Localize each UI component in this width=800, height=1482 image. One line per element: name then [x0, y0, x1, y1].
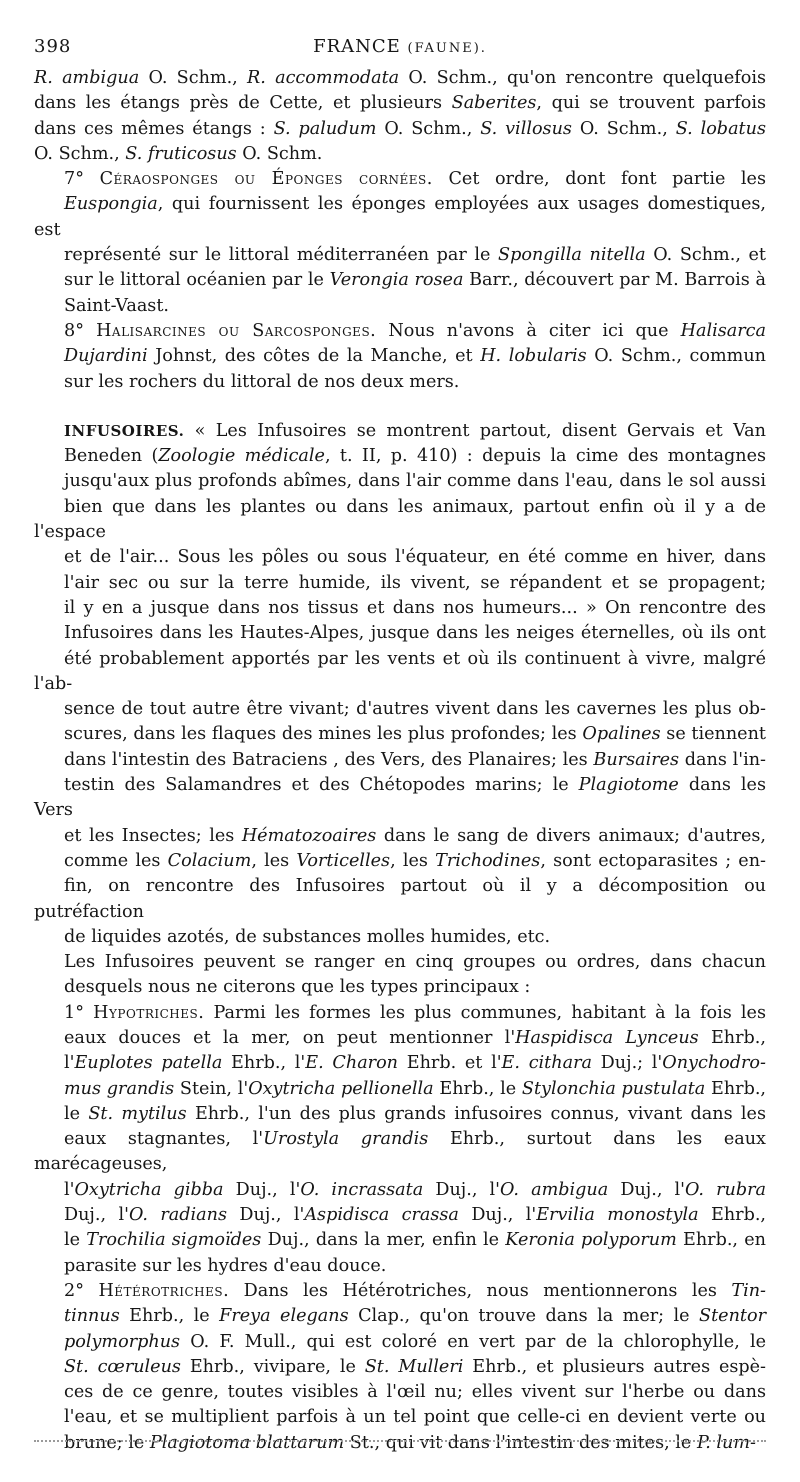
text-line [34, 344, 766, 369]
taxon-name: St. mytilus [88, 1103, 187, 1124]
text-run: St., qui vit dans l'intestin des mites, le [344, 1432, 697, 1453]
text-line [34, 1330, 766, 1355]
text-run: O. Schm. [236, 143, 323, 164]
paragraph-p3 [34, 319, 766, 395]
taxon-name: Dujardini [64, 346, 148, 367]
text-run: et de l'air... Sous les pôles ou sous l'équateur, en été comme en hiver, dans [64, 547, 766, 568]
text-line [34, 419, 766, 444]
text-run: O. Schm., et [645, 245, 766, 266]
taxon-name: Plagiotome [578, 775, 679, 796]
text-run: représenté sur le littoral méditerranéen par le [64, 245, 499, 266]
text-run: O. Schm., qu'on rencontre quelquefois [399, 68, 766, 88]
text-run: Cet ordre, dont font partie les [432, 169, 767, 190]
text-run: desquels nous ne citerons que les types principaux : [64, 977, 531, 998]
paragraph-p1 [34, 66, 766, 167]
text-run: Clap., qu'on trouve dans la mer; le [348, 1306, 700, 1327]
paragraph-p6 [34, 1001, 766, 1279]
taxon-name: Trochilia sigmoïdes [86, 1230, 262, 1251]
text-run: Infusoires dans les Hautes-Alpes, jusque dans les neiges éternelles, où ils ont [64, 623, 766, 644]
section-heading: INFUSOIRES. [64, 421, 185, 440]
text-run: se tiennent [660, 724, 766, 745]
taxon-name: O. radians [128, 1205, 227, 1226]
text-run: été probablement apportés par les vents et où ils continuent à vivre, malgré l'ab- [34, 648, 766, 694]
paragraph-p2 [34, 167, 766, 319]
text-run: ces de ce genre, toutes visibles à l'œil nu; elles vivent sur l'herbe ou dans [64, 1382, 766, 1403]
text-line [34, 167, 766, 192]
taxon-name: Vorticelles [296, 850, 391, 871]
text-run: , sont ectoparasites ; en- [540, 850, 766, 871]
text-line [34, 925, 766, 950]
text-run: Ehrb., [698, 1205, 767, 1226]
text-run: Ehrb. et l' [398, 1053, 502, 1074]
paragraph-p7 [34, 1279, 766, 1456]
text-line [34, 1077, 766, 1102]
text-run: Ehrb., le [433, 1078, 522, 1099]
page-number: 398 [34, 36, 72, 57]
taxon-name: P. lum- [696, 1432, 756, 1453]
taxon-name: Urostyla grandis [263, 1129, 429, 1150]
text-run: Ehrb., [705, 1078, 767, 1099]
text-run: Ehrb., l' [222, 1053, 306, 1074]
text-run: Ehrb., et plusieurs autres espè- [463, 1356, 767, 1377]
taxon-name: Hématozoaires [241, 825, 377, 846]
text-line [34, 192, 766, 243]
text-run: O. Schm., [571, 118, 676, 139]
text-run: eaux douces et la mer, on peut mentionner l' [64, 1027, 516, 1048]
text-line [34, 874, 766, 925]
text-run: O. F. Mull., qui est coloré en vert par de la chlorophylle, le [180, 1331, 766, 1352]
running-head-subtitle: (FAUNE). [407, 41, 487, 56]
text-line [34, 495, 766, 546]
taxon-name: Ervilia monostyla [536, 1205, 699, 1226]
taxon-name: Verongia rosea [329, 270, 464, 291]
taxon-name: Halisarca [680, 320, 766, 341]
text-run: Duj., l' [423, 1179, 500, 1200]
text-line [34, 294, 766, 319]
text-line [34, 370, 766, 395]
text-run: dans l'intestin des Batraciens , des Vers, des Planaires; les [64, 749, 594, 770]
text-line [34, 824, 766, 849]
text-line [34, 243, 766, 268]
text-run: et les Insectes; les [64, 825, 242, 846]
taxon-name: S. villosus [480, 118, 572, 139]
text-run: O. Schm., [139, 68, 248, 88]
text-run: Ehrb., le [119, 1306, 220, 1327]
text-run: O. Schm., commun [586, 346, 767, 367]
text-line [34, 1001, 766, 1026]
taxon-name: Spongilla nitella [498, 245, 646, 266]
text-line [34, 773, 766, 824]
taxon-name: Zoologie médicale [158, 446, 325, 467]
text-run: Duj., l' [64, 1205, 129, 1226]
text-run: jusqu'aux plus profonds abîmes, dans l'air comme dans l'eau, dans le sol aussi [64, 471, 766, 492]
taxon-name: O. ambigua [500, 1179, 609, 1200]
order-heading: Hypotriches. [93, 1002, 205, 1023]
paragraph-p5 [34, 950, 766, 1001]
paragraph-p4 [34, 419, 766, 950]
taxon-name: Euspongia [64, 194, 158, 215]
text-line [34, 647, 766, 698]
taxon-name: O. incrassata [300, 1179, 424, 1200]
text-line [34, 1127, 766, 1178]
text-run: Beneden ( [64, 446, 159, 467]
text-run: 1° [64, 1002, 94, 1023]
footer-divider [34, 1440, 766, 1442]
taxon-name: Haspidisca Lynceus [515, 1027, 699, 1048]
text-run: Ehrb., surtout dans les eaux marécageuses, [34, 1129, 766, 1175]
text-run: , les [390, 850, 436, 871]
text-run: sur le littoral océanien par le [64, 270, 330, 291]
text-run: , les [251, 850, 297, 871]
page-header [34, 30, 766, 66]
text-run: fin, on rencontre des Infusoires partout où il y a décomposition ou putréfaction [34, 876, 766, 922]
text-line [34, 571, 766, 596]
text-run: eaux stagnantes, l' [64, 1129, 264, 1150]
text-run: , qui se trouvent parfois [536, 93, 766, 114]
text-line [34, 117, 766, 142]
text-run: Ehrb., en [676, 1230, 767, 1251]
taxon-name: Oxytricha gibba [74, 1179, 224, 1200]
text-line [34, 1355, 766, 1380]
text-run: Les Infusoires peuvent se ranger en cinq groupes ou ordres, dans chacun [64, 952, 766, 973]
text-run: Ehrb., [698, 1027, 766, 1048]
text-line [34, 1254, 766, 1279]
taxon-name: Colacium [167, 850, 252, 871]
text-run: le [64, 1230, 87, 1251]
text-run: , t. II, p. 410) : depuis la cime des montagnes [324, 446, 767, 467]
text-run: 8° [64, 320, 97, 341]
taxon-name: Saberites [451, 93, 537, 114]
text-run: le [64, 1103, 89, 1124]
taxon-name: Plagiotoma blattarum [149, 1432, 345, 1453]
text-run: dans ces mêmes étangs : [34, 118, 274, 139]
text-run: l'eau, et se multiplient parfois à un tel point que celle-ci en devient verte ou [64, 1407, 766, 1428]
text-run: testin des Salamandres et des Chétopodes marins; le [64, 775, 579, 796]
text-run: sur les rochers du littoral de nos deux mers. [64, 371, 460, 392]
taxon-name: Bursaires [593, 749, 680, 770]
text-line [34, 142, 766, 167]
text-line [34, 975, 766, 1000]
text-line [34, 1228, 766, 1253]
text-run: Duj., l' [223, 1179, 301, 1200]
text-run: Parmi les formes les plus communes, habitant à la fois les [204, 1002, 766, 1023]
text-line [34, 66, 766, 91]
text-run: dans le sang de divers animaux; d'autres, [376, 825, 766, 846]
text-line [34, 1380, 766, 1405]
order-heading: Hétérotriches. [98, 1280, 230, 1301]
taxon-name: Stylonchia pustulata [521, 1078, 706, 1099]
text-run: dans les étangs près de Cette, et plusieurs [34, 93, 452, 114]
text-line [34, 722, 766, 747]
text-run: O. Schm., [376, 118, 481, 139]
text-run: Duj., l' [608, 1179, 686, 1200]
text-run: dans les Vers [34, 775, 766, 821]
taxon-name: Aspidisca crassa [304, 1205, 459, 1226]
running-head [34, 36, 766, 57]
text-line [34, 1051, 766, 1076]
text-line [34, 1026, 766, 1051]
text-line [34, 621, 766, 646]
taxon-name: S. lobatus [675, 118, 766, 139]
taxon-name: Tin- [731, 1280, 766, 1301]
text-line [34, 444, 766, 469]
text-run: comme les [64, 850, 168, 871]
taxon-name: Onychodro- [662, 1053, 766, 1074]
taxon-name: E. Charon [305, 1053, 399, 1074]
taxon-name: Stentor [699, 1306, 766, 1327]
taxon-name: Opalines [582, 724, 661, 745]
running-head-title: FRANCE [313, 36, 401, 57]
text-run: « Les Infusoires se montrent partout, disent Gervais et Van [184, 420, 766, 441]
order-heading: Céraosponges ou Éponges cornées. [99, 169, 433, 190]
taxon-name: Keronia polyporum [505, 1230, 677, 1251]
text-run: Duj., dans la mer, enfin le [261, 1230, 506, 1251]
text-line [34, 1405, 766, 1430]
text-run: l' [64, 1053, 75, 1074]
text-run: Duj.; l' [591, 1053, 663, 1074]
text-line [34, 1102, 766, 1127]
taxon-name: Trichodines [435, 850, 541, 871]
text-run: sence de tout autre être vivant; d'autres vivent dans les cavernes les plus ob- [64, 699, 766, 720]
taxon-name: St. Mulleri [364, 1356, 464, 1377]
text-run: Duj., l' [458, 1205, 537, 1226]
text-run: , qui fournissent les éponges employées aux usages domestiques, est [34, 194, 766, 240]
text-run: l' [64, 1179, 75, 1200]
text-run: Ehrb., l'un des plus grands infusoires connus, vivant dans les [186, 1103, 766, 1124]
text-line [34, 748, 766, 773]
taxon-name: mus grandis [64, 1078, 175, 1099]
body-text [34, 66, 766, 1456]
text-run: Stein, l' [174, 1078, 249, 1099]
text-run: l'air sec ou sur la terre humide, ils vivent, se répandent et se propagent; [64, 572, 766, 593]
text-run: il y en a jusque dans nos tissus et dans nos humeurs... » On rencontre des [64, 597, 766, 618]
text-run: Barr., découvert par M. Barrois à [463, 270, 766, 291]
text-run: 7° [64, 169, 100, 190]
text-run: de liquides azotés, de substances molles humides, etc. [64, 926, 551, 947]
text-run: scures, dans les flaques des mines les plus profondes; les [64, 724, 583, 745]
text-run: Johnst, des côtes de la Manche, et [147, 346, 481, 367]
text-line [34, 1304, 766, 1329]
text-run: Duj., l' [226, 1205, 305, 1226]
text-line [34, 1203, 766, 1228]
text-run: O. Schm., [34, 143, 126, 164]
taxon-name: E. cithara [501, 1053, 592, 1074]
taxon-name: O. rubra [685, 1179, 767, 1200]
text-run: bien que dans les plantes ou dans les animaux, partout enfin où il y a de l'espace [34, 496, 766, 543]
text-line [34, 319, 766, 344]
taxon-name: R. ambigua [34, 68, 140, 88]
taxon-name: tinnus [64, 1306, 120, 1327]
taxon-name: R. accommodata [247, 68, 400, 88]
order-heading: Halisarcines ou Sarcosponges. [96, 320, 377, 341]
text-line [34, 268, 766, 293]
text-line [34, 596, 766, 621]
text-line [34, 697, 766, 722]
text-line [34, 545, 766, 570]
text-run: Nous n'avons à citer ici que [376, 320, 681, 341]
text-line [34, 469, 766, 494]
text-line [34, 1431, 766, 1456]
taxon-name: H. lobularis [480, 346, 587, 367]
text-line [34, 950, 766, 975]
text-line [34, 91, 766, 116]
text-line [34, 1178, 766, 1203]
text-line [34, 1279, 766, 1304]
text-run: 2° [64, 1280, 99, 1301]
text-run: Ehrb., vivipare, le [180, 1356, 365, 1377]
text-run: Saint-Vaast. [64, 295, 169, 316]
text-run: Dans les Hétérotriches, nous mentionnerons les [229, 1280, 732, 1301]
taxon-name: Euplotes patella [74, 1053, 223, 1074]
text-run: parasite sur les hydres d'eau douce. [64, 1255, 387, 1276]
taxon-name: St. cœruleus [64, 1356, 181, 1377]
taxon-name: Freya elegans [219, 1306, 349, 1327]
taxon-name: S. fruticosus [125, 143, 237, 164]
taxon-name: polymorphus [64, 1331, 181, 1352]
taxon-name: Oxytricha pellionella [248, 1078, 434, 1099]
text-run: brune; le [64, 1432, 150, 1453]
text-run: dans l'in- [679, 749, 766, 770]
text-line [34, 849, 766, 874]
taxon-name: S. paludum [273, 118, 377, 139]
